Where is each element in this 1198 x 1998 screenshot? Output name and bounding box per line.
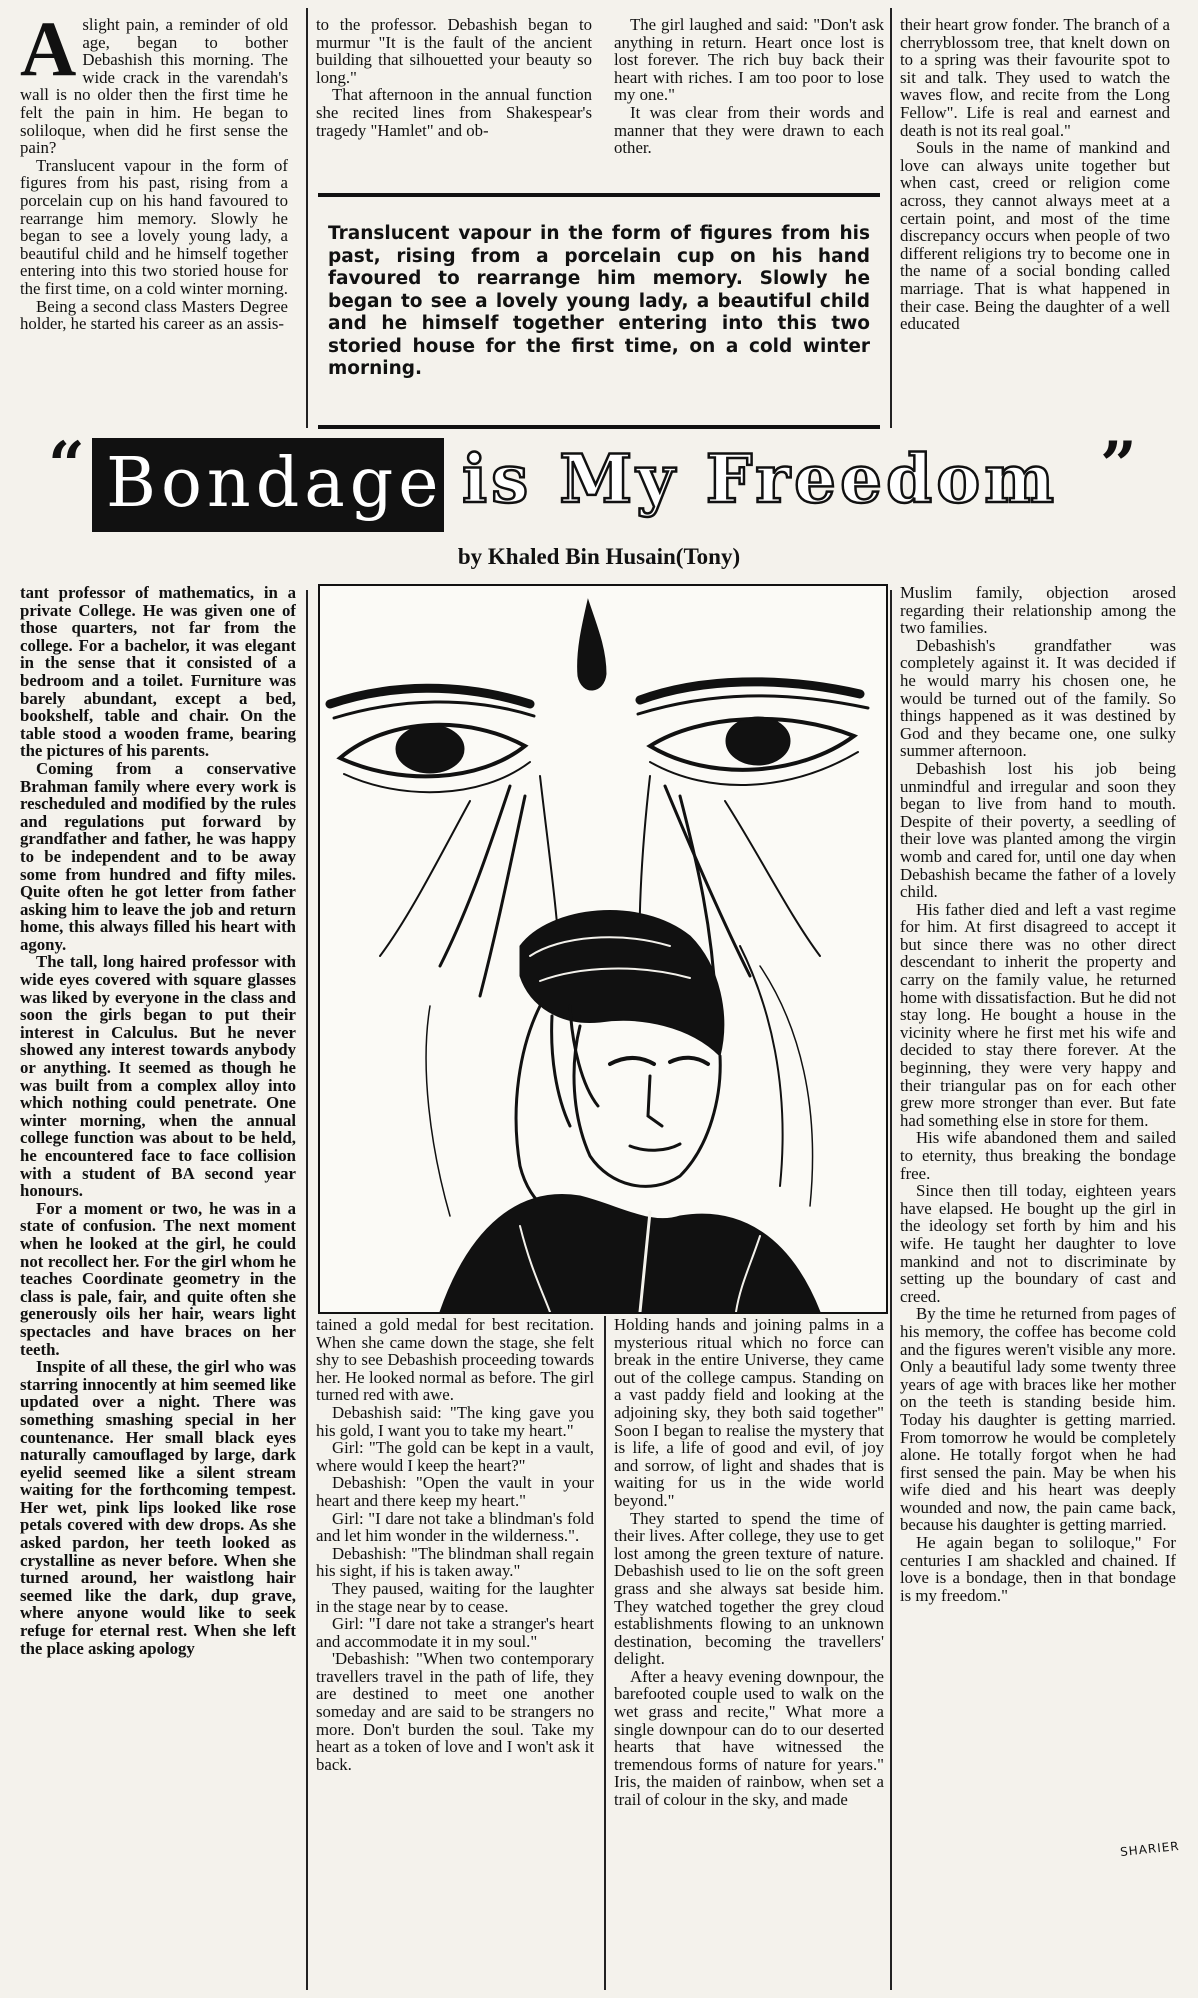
paragraph: 'Debashish: "When two contemporary travellers travel in the path of life, they are destined to meet one another someday and are said to be strangers no more. Don't burden the soul. Take my heart as a token of love and I won't ask it back. <box>316 1649 594 1774</box>
paragraph: They started to spend the time of their lives. After college, they use to get lost among the green texture of nature. Debashish used to lie on the soft green grass and she always sat beside him. They watched together the grey cloud establishments flowing to an unknown destination, becoming the travellers' delight. <box>614 1508 884 1669</box>
column-4-bottom <box>900 584 1176 1984</box>
paragraph: Being a second class Masters Degree holder, he started his career as an assis- <box>20 296 288 334</box>
paragraph: Translucent vapour in the form of figures from his past, rising from a porcelain cup on his hand favoured to rearrange him memory. Slowly he began to see a lovely young lady, a beautiful child and he himself together entering into this two storied house for the first time, on a cold winter morning. <box>20 155 288 298</box>
column-4-top <box>900 16 1170 428</box>
paragraph: to the professor. Debashish began to murmur "It is the fault of the ancient building that silhouetted your beauty so long." <box>316 16 592 87</box>
paragraph: Debashish: "Open the vault in your heart and there keep my heart." <box>316 1473 594 1510</box>
paragraph: He again began to soliloque," For centuries I am shackled and chained. If love is a bondage, then in that bondage is my freedom." <box>900 1533 1176 1605</box>
paragraph: Debashish lost his job being unmindful and irregular and soon they began to live from hand to mouth. Despite of their poverty, a seedling of their love was planted among the virgin womb and cared for, until one day when Debashish became the father of a lovely child. <box>900 758 1176 902</box>
column-3-bottom <box>614 1316 884 1988</box>
paragraph: His wife abandoned them and sailed to eternity, thus breaking the bondage free. <box>900 1128 1176 1183</box>
column-rule <box>306 590 308 1990</box>
paragraph: Inspite of all these, the girl who was starring innocently at him seemed like updated over a night. There was something smashing special in her countenance. Her small black eyes naturally camouflaged by large, dark eyelid seemed like a silent stream waiting for the forthcoming tempest. Her wet, pink lips looked like rose petals covered with dew drops. As she asked pardon, her teeth looked as crystalline as never before. When she turned around, her waistlong hair seemed like the dark, dup grave, where anyone would like to seek refuge for eternal rest. When she left the place asking apology <box>20 1357 296 1658</box>
column-rule <box>890 8 892 428</box>
column-rule <box>306 8 308 428</box>
illustrator-signature: SHARIER <box>1119 1838 1181 1860</box>
paragraph: tant professor of mathematics, in a private College. He was given one of those quarters, not far from the college. For a bachelor, it was elegant in the sense that it consisted of a bedroom and a toilet. Furniture was barely abundant, except a bed, bookshelf, table and chair. On the table stood a wooden frame, bearing the pictures of his parents. <box>20 584 296 761</box>
paragraph: For a moment or two, he was in a state of confusion. The next moment when he looked at the girl, he could not recollect her. For the girl whom he teaches Coordinate geometry in the class is pale, fair, and quite often she generously oils her hair, wears light spectacles and have braces on her teeth. <box>20 1198 296 1359</box>
headline-highlight-word: Bondage <box>106 444 444 523</box>
paragraph: That afternoon in the annual function she recited lines from Shakespear's tragedy "Hamlet" and ob- <box>316 85 592 140</box>
paragraph: tained a gold medal for best recitation. When she came down the stage, she felt shy to see Debashish proceeding towards her. He looked normal as before. The girl turned red with awe. <box>316 1316 594 1405</box>
paragraph: Since then till today, eighteen years have elapsed. He bought up the girl in the ideology set forth by him and his wife. He taught her daughter to love mankind and not to discriminate by setting up the boundary of cast and creed. <box>900 1181 1176 1306</box>
paragraph: Girl: "The gold can be kept in a vault, where would I keep the heart?" <box>316 1438 594 1475</box>
paragraph: By the time he returned from pages of his memory, the coffee has become cold and the figures weren't visible any more. Only a beautiful lady some twenty three years of age with braces like her mother on the teeth is standing beside him. Today his daughter is getting married. From tomorrow he would be completely alone. He totally forgot when he had first sensed the pain. May be when his wife died and his heart was deeply wounded and now, the pain came back, because his daughter is getting married. <box>900 1304 1176 1535</box>
paragraph: His father died and left a vast regime for him. At first disagreed to accept it but since there was no other direct descendant to inherit the property and carry on the family value, he returned home with dissatisfaction. But he did not stay long. He bought a house in the vicinity where he first met his wife and decided to stay there forever. At the beginning, they were very happy and their triangular pas on for each other grew more stronger than ever. But fate had something else in store for them. <box>900 899 1176 1130</box>
illustration-drawing <box>320 586 886 1312</box>
paragraph: slight pain, a reminder of old age, began to bother Debashish this morning. The wide crack in the varendah's wall is no older then the first time he felt the pain in him. He began to soliloque, when did he first sense the pain? <box>20 16 288 158</box>
paragraph: Holding hands and joining palms in a mysterious ritual which no force can break in the entire Universe, they came out of the college campus. Standing on a vast paddy field and looking at the adjoining sky, they both said together" Soon I began to realise the mystery that is life, a life of good and evil, of joy and sorrow, of light and shades that is waiting for us in the wide world beyond." <box>614 1316 884 1510</box>
pull-quote-text: Translucent vapour in the form of figures from his past, rising from a porcelain cup on his hand favoured to rearrange him memory. Slowly he began to see a lovely young lady, a beautiful child and he himself together entering into this two storied house for the first time, on a cold winter morning. <box>328 223 870 379</box>
paragraph: Souls in the name of mankind and love can always unite together but when cast, creed or religion come across, they cannot always meet at a certain point, and most of the time discrepancy occurs when people of two different religions try to become one in the name of a social bonding called marriage. That is what happened in their case. Being the daughter of a well educated <box>900 138 1170 334</box>
headline-close-quote: ” <box>1100 428 1137 503</box>
paragraph: Coming from a conservative Brahman family where every work is rescheduled and modified by the rules and regulations put forward by grandfather and father, he was happy to be independent and to be away some from hundred and fifty miles. Quite often he got letter from father asking him to leave the job and return home, this always filled his heart with agony. <box>20 758 296 954</box>
byline: by Khaled Bin Husain(Tony) <box>457 544 741 569</box>
pull-quote <box>318 193 880 429</box>
column-rule <box>890 590 892 1990</box>
headline <box>48 428 1138 542</box>
paragraph: Muslim family, objection arosed regarding their relationship among the two families. <box>900 584 1176 638</box>
paragraph: It was clear from their words and manner that they were drawn to each other. <box>614 102 884 158</box>
paragraph: Girl: "I dare not take a blindman's fold and let him wonder in the wilderness.". <box>316 1508 594 1546</box>
headline-rest: is My Freedom <box>462 440 1059 518</box>
paragraph: The tall, long haired professor with wide eyes covered with square glasses was liked by everyone in the class and soon the girls began to put their interest in Calculus. But he never showed any interest towards anybody or anything. It seemed as though he was built from a complex alloy into which nothing could penetrate. One winter morning, when the annual college function was about to be held, he encountered face to face collision with a student of BA second year honours. <box>20 952 296 1201</box>
headline-highlight-box <box>92 438 444 532</box>
column-1-top <box>20 16 288 428</box>
column-2-bottom <box>316 1316 594 1988</box>
column-3-top <box>614 16 884 186</box>
paragraph: Girl: "I dare not take a stranger's heart and accommodate it in my soul." <box>316 1614 594 1651</box>
paragraph: Debashish's grandfather was completely against it. It was decided if he would marry his chosen one, he would be turned out of the family. So things happened as it was destined by God and they became one, one sulky summer afternoon. <box>900 635 1176 761</box>
drop-cap: A <box>20 16 77 92</box>
paragraph: their heart grow fonder. The branch of a cherryblossom tree, that knelt down on to a spring was their favourite spot to sit and talk. They used to watch the waves flow, and recite from the Long Fellow". Life is real and earnest and death is not its real goal." <box>900 16 1170 140</box>
column-1-bottom <box>20 584 296 1984</box>
headline-open-quote: “ <box>48 428 85 503</box>
column-2-top <box>316 16 592 186</box>
paragraph: After a heavy evening downpour, the barefooted couple used to walk on the wet grass and recite," What more a single downpour can do to our deserted hearts that have witnessed the tremendous forms of nature for years." Iris, the maiden of rainbow, when set a trail of colour in the sky, and made <box>614 1666 884 1810</box>
paragraph: Debashish: "The blindman shall regain his sight, if his is taken away." <box>316 1543 594 1581</box>
paragraph: The girl laughed and said: "Don't ask anything in return. Heart once lost is lost forever. The rich buy back their heart with riches. I am too poor to lose my one." <box>614 16 884 105</box>
paragraph: They paused, waiting for the laughter in the stage near by to cease. <box>316 1578 594 1616</box>
column-rule <box>604 1316 606 1990</box>
paragraph: Debashish said: "The king gave you his gold, I want you to take my heart." <box>316 1402 594 1440</box>
